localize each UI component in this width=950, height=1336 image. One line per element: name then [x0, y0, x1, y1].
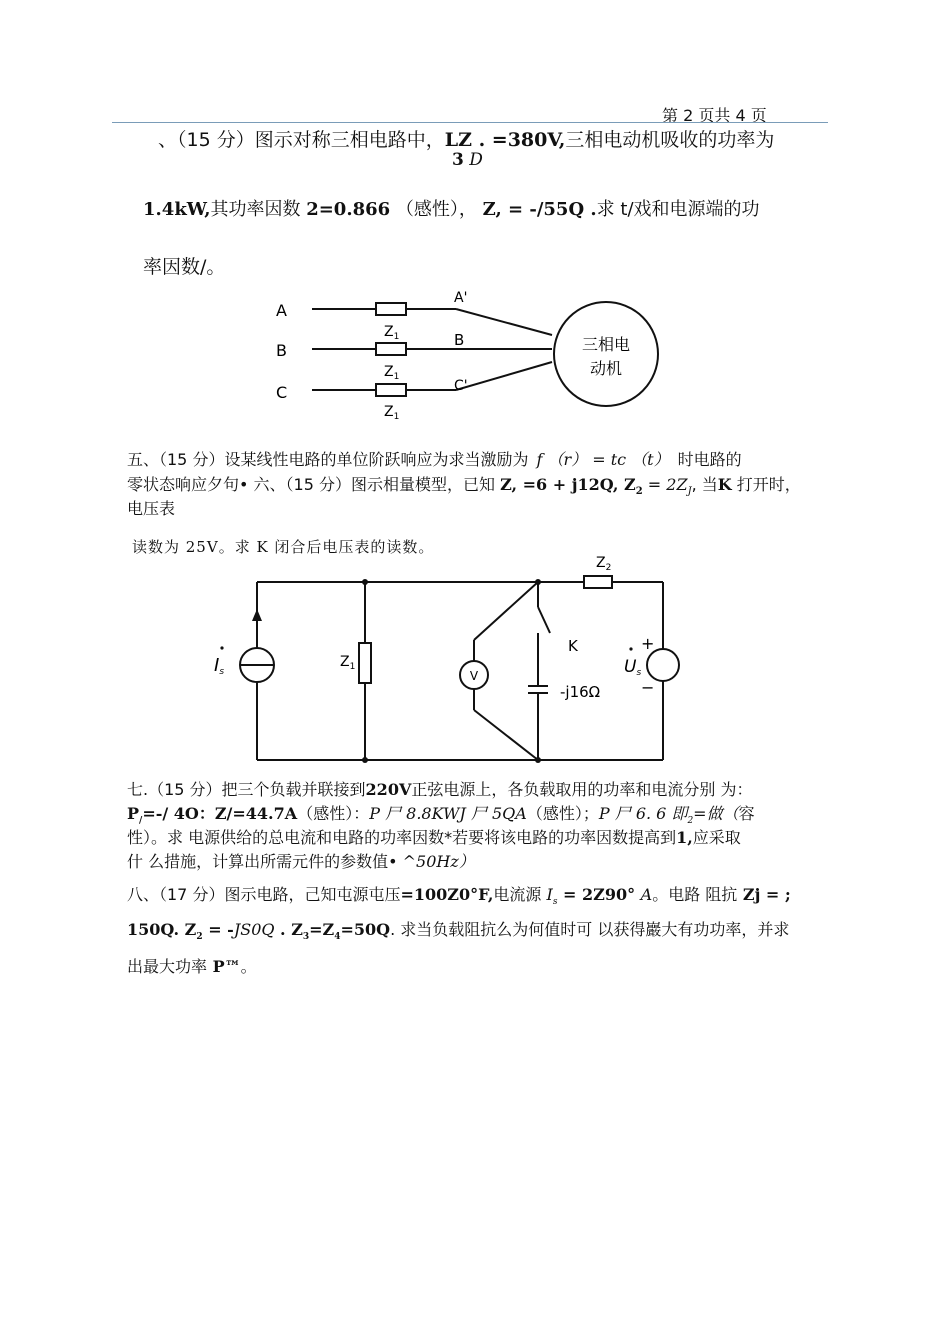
terminal-a-label: A: [276, 301, 287, 320]
three-phase-circuit-figure: [260, 282, 680, 432]
minus-terminal-label: −: [641, 678, 655, 697]
terminal-c-prime-label: C': [454, 378, 468, 394]
terminal-b-label: B: [276, 341, 287, 360]
header-rule: [112, 122, 828, 123]
figure-caption: 读数为 25V。求 K 闭合后电压表的读数。: [132, 538, 435, 556]
q7-line-2: $P_/=-/$ 4O：Z/=44.7A（感性）：P 尸 8.8KWJ 尸 5QA（感性）；P 尸 6. 6 即$_2$=做（容: [127, 804, 755, 827]
current-arrow-icon: [252, 609, 262, 621]
q6-line-2: 电压表: [127, 499, 176, 518]
q4-fraction-fragment: 3 D: [452, 150, 483, 170]
motor-label-line-1: 三相电: [581, 335, 631, 354]
plus-terminal-label: +: [641, 634, 655, 653]
q8-line-2: 150Q. $Z_2 = -JS0Q$ . $Z_3=Z_4=50Q$. 求当负载阻抗么为何值时可 以获得巖大有功功率，并求: [127, 920, 790, 943]
phasor-model-figure: [200, 545, 700, 775]
z1-label: $Z_1$: [340, 654, 356, 672]
q6-line-1: 零状态响应夕句• 六、（15 分）图示相量模型，已知 Z, =6 + j12Q, $Z_2 = 2Z_J$, 当K 打开时，: [127, 475, 801, 498]
switch-k-label: K: [568, 637, 578, 655]
q8-line-1: 八、（17 分）图示电路，己知屯源屯压=100Z0°F,电流源 $I_s = 2Z90^\circ$ A。电路 阻抗 Zj = ;: [127, 885, 791, 908]
q4-line-1: 、（15 分）图示对称三相电路中，LZ . =380V,三相电动机吸收的功率为: [158, 129, 775, 151]
capacitor-label: -j16Ω: [560, 683, 601, 701]
q7-line-4: 什 么措施，计算出所需元件的参数值• ^50Hz）: [127, 852, 475, 871]
z2-label: $Z_2$: [596, 555, 612, 573]
q4-line-2: 1.4kW,其功率因数 2=0.866 （感性）， Z, = -/55Q .求 t/戏和电源端的功: [143, 199, 760, 220]
impedance-z1-label-a: $Z_1$: [384, 324, 400, 342]
page-number: 第 2 页共 4 页: [662, 106, 767, 125]
terminal-c-label: C: [276, 383, 288, 402]
impedance-z1-label-c: $Z_1$: [384, 404, 400, 422]
voltage-source-label: Us: [624, 657, 642, 678]
impedance-z1-label-b: $Z_1$: [384, 364, 400, 382]
terminal-a-prime-label: A': [454, 290, 468, 306]
voltmeter-icon: V: [469, 669, 479, 683]
q7-line-3: 性）。求 电源供给的总电流和电路的功率因数*若要将该电路的功率因数提高到1,应采取: [127, 828, 741, 847]
q4-line-3: 率因数/。: [143, 256, 226, 278]
q8-line-3: 出最大功率 P™。: [127, 957, 257, 976]
motor-label-line-2: 动机: [589, 359, 623, 378]
q5-line: 五、（15 分）设某线性电路的单位阶跃响应为求当激励为 f （r） = tc （t） 时电路的: [127, 450, 742, 469]
terminal-b-prime-label: B: [454, 331, 465, 349]
q7-line-1: 七.（15 分）把三个负载并联接到220V正弦电源上，各负载取用的功率和电流分别 为：: [127, 780, 753, 799]
current-source-label: Is: [214, 655, 225, 677]
